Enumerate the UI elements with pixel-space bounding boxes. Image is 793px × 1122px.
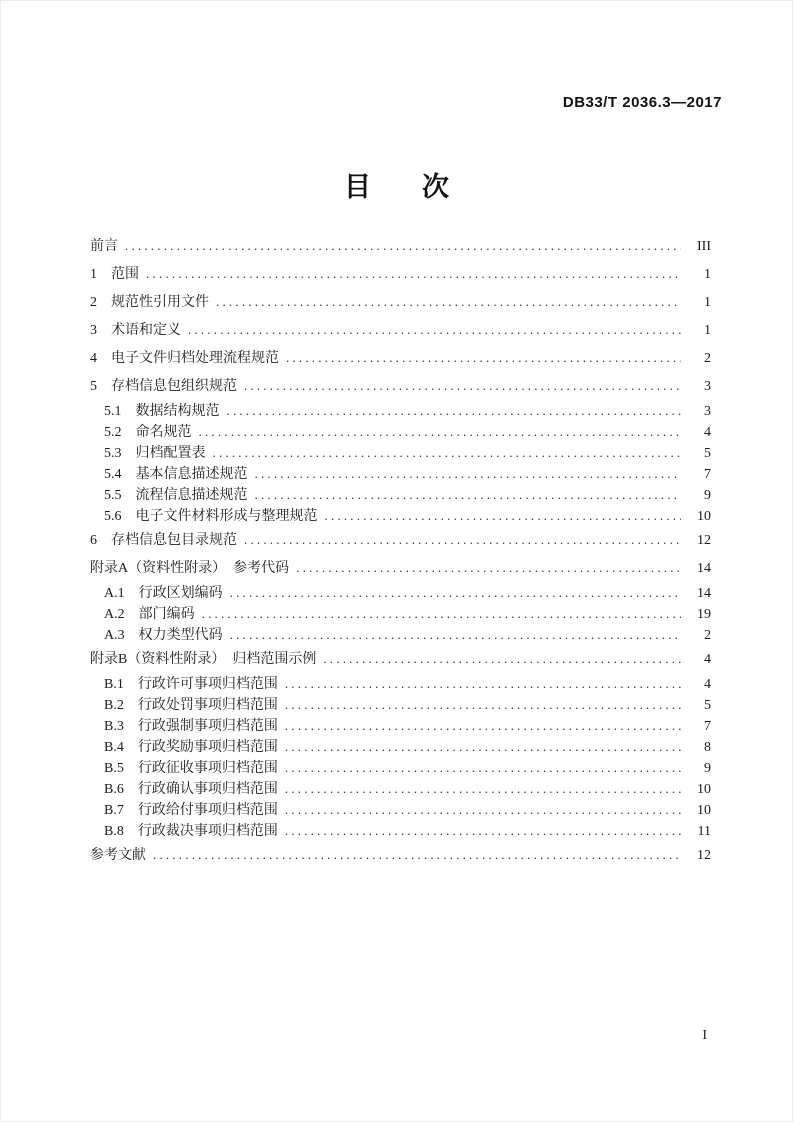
standard-number: DB33/T 2036.3—2017 — [562, 94, 722, 111]
toc-entry-title: 行政许可事项归档范围 — [137, 677, 278, 692]
toc-entry-number: 5.3 — [104, 446, 122, 461]
toc-entry-number: 6 — [90, 533, 97, 548]
toc-entry — [90, 820, 711, 841]
dot-leader — [125, 232, 681, 261]
dot-leader — [285, 694, 681, 716]
dot-leader — [188, 316, 681, 345]
dot-leader — [286, 344, 681, 373]
toc-entry — [90, 484, 711, 505]
toc-entry-page: 8 — [704, 740, 711, 755]
page-title: 目 次 — [344, 172, 461, 202]
toc-entry-number: B.8 — [104, 824, 124, 839]
dot-leader — [285, 799, 681, 821]
toc-entry-number: 3 — [90, 323, 97, 338]
dot-leader — [244, 526, 681, 555]
toc-entry-page: 14 — [697, 586, 711, 601]
toc-entry — [90, 603, 711, 624]
toc-entry-title: 行政奖励事项归档范围 — [137, 740, 278, 755]
toc-entry-number: B.1 — [104, 677, 124, 692]
dot-leader — [216, 288, 681, 317]
dot-leader — [227, 400, 682, 422]
toc-entry — [90, 505, 711, 526]
toc-entry-page: 4 — [704, 652, 711, 667]
toc-entry-page: III — [697, 239, 711, 254]
toc-entry-title: 存档信息包目录规范 — [111, 533, 237, 548]
toc-entry-page: 1 — [704, 267, 711, 282]
toc-entry — [90, 316, 711, 344]
toc-entry — [90, 645, 711, 673]
toc-entry-number: 4 — [90, 351, 97, 366]
toc-entry-number: B.5 — [104, 761, 124, 776]
toc-entry-title: 行政裁决事项归档范围 — [137, 824, 278, 839]
dot-leader — [323, 645, 681, 674]
toc-entry-number: A.1 — [104, 586, 125, 601]
toc-entry-title: 范围 — [111, 267, 139, 282]
toc-entry-title: 权力类型代码 — [138, 628, 223, 643]
toc-entry-title: 电子文件材料形成与整理规范 — [135, 509, 318, 524]
toc-entry-number: 5 — [90, 379, 97, 394]
table-of-contents — [90, 232, 711, 869]
toc-entry-title: 行政区划编码 — [138, 586, 223, 601]
toc-entry — [90, 288, 711, 316]
toc-entry-title: 存档信息包组织规范 — [111, 379, 237, 394]
toc-entry — [90, 400, 711, 421]
dot-leader — [230, 582, 681, 604]
dot-leader — [325, 505, 682, 527]
toc-entry — [90, 736, 711, 757]
toc-entry — [90, 673, 711, 694]
dot-leader — [146, 260, 681, 289]
toc-entry-title: 附录B（资料性附录） 归档范围示例 — [90, 652, 317, 667]
toc-entry-title: 电子文件归档处理流程规范 — [111, 351, 279, 366]
toc-entry-page: 1 — [704, 323, 711, 338]
toc-entry-number: A.2 — [104, 607, 125, 622]
toc-entry — [90, 232, 711, 260]
toc-entry-number: B.6 — [104, 782, 124, 797]
toc-entry — [90, 344, 711, 372]
toc-entry — [90, 799, 711, 820]
toc-entry-title: 归档配置表 — [135, 446, 206, 461]
toc-entry-title: 规范性引用文件 — [111, 295, 209, 310]
toc-entry-number: 2 — [90, 295, 97, 310]
toc-entry — [90, 841, 711, 869]
toc-entry-page: 9 — [704, 488, 711, 503]
toc-entry-title: 数据结构规范 — [135, 404, 220, 419]
toc-entry-page: 7 — [704, 467, 711, 482]
toc-entry-title: 命名规范 — [135, 425, 192, 440]
toc-entry-number: 1 — [90, 267, 97, 282]
toc-entry-page: 2 — [704, 628, 711, 643]
dot-leader — [285, 778, 681, 800]
toc-entry-number: B.7 — [104, 803, 124, 818]
toc-entry — [90, 554, 711, 582]
toc-entry-title: 行政征收事项归档范围 — [137, 761, 278, 776]
toc-entry — [90, 582, 711, 603]
dot-leader — [213, 442, 682, 464]
dot-leader — [285, 736, 681, 758]
toc-entry-title: 术语和定义 — [111, 323, 181, 338]
toc-entry-page: 3 — [704, 379, 711, 394]
toc-entry-page: 4 — [704, 677, 711, 692]
toc-entry — [90, 463, 711, 484]
toc-entry-page: 7 — [704, 719, 711, 734]
toc-entry-number: B.2 — [104, 698, 124, 713]
dot-leader — [255, 463, 682, 485]
toc-entry-title: 前言 — [90, 239, 118, 254]
toc-entry-number: A.3 — [104, 628, 125, 643]
toc-entry-title: 流程信息描述规范 — [135, 488, 248, 503]
dot-leader — [230, 624, 681, 646]
toc-entry-page: 14 — [697, 561, 711, 576]
toc-entry-title: 行政确认事项归档范围 — [137, 782, 278, 797]
toc-entry-number: B.4 — [104, 740, 124, 755]
toc-entry-title: 基本信息描述规范 — [135, 467, 248, 482]
toc-entry-page: 5 — [704, 698, 711, 713]
dot-leader — [202, 603, 681, 625]
toc-entry — [90, 624, 711, 645]
toc-entry — [90, 421, 711, 442]
toc-entry — [90, 526, 711, 554]
toc-entry — [90, 694, 711, 715]
dot-leader — [153, 841, 681, 870]
toc-entry-page: 12 — [697, 533, 711, 548]
toc-entry-number: 5.2 — [104, 425, 122, 440]
dot-leader — [244, 372, 681, 401]
toc-entry-page: 3 — [704, 404, 711, 419]
toc-entry-number: 5.6 — [104, 509, 122, 524]
toc-entry-page: 12 — [697, 848, 711, 863]
dot-leader — [285, 757, 681, 779]
toc-entry-number: 5.1 — [104, 404, 122, 419]
toc-entry-title: 行政强制事项归档范围 — [137, 719, 278, 734]
toc-entry-page: 9 — [704, 761, 711, 776]
dot-leader — [285, 673, 681, 695]
toc-entry-title: 附录A（资料性附录） 参考代码 — [90, 561, 290, 576]
toc-entry — [90, 260, 711, 288]
toc-entry — [90, 757, 711, 778]
toc-entry-page: 10 — [697, 509, 711, 524]
toc-entry-title: 参考文献 — [90, 848, 146, 863]
dot-leader — [255, 484, 682, 506]
toc-entry — [90, 442, 711, 463]
toc-entry-page: 19 — [697, 607, 711, 622]
toc-entry-title: 行政给付事项归档范围 — [137, 803, 278, 818]
toc-entry-number: 5.5 — [104, 488, 122, 503]
toc-entry-page: 10 — [697, 803, 711, 818]
toc-entry-page: 5 — [704, 446, 711, 461]
toc-entry-page: 10 — [697, 782, 711, 797]
toc-entry-title: 部门编码 — [138, 607, 195, 622]
dot-leader — [285, 820, 681, 842]
dot-leader — [285, 715, 681, 737]
toc-entry-page: 1 — [704, 295, 711, 310]
toc-entry-title: 行政处罚事项归档范围 — [137, 698, 278, 713]
toc-entry-page: 4 — [704, 425, 711, 440]
dot-leader — [199, 421, 682, 443]
toc-entry — [90, 715, 711, 736]
toc-entry — [90, 778, 711, 799]
toc-entry — [90, 372, 711, 400]
toc-entry-number: B.3 — [104, 719, 124, 734]
page-number: I — [702, 1028, 707, 1043]
dot-leader — [296, 554, 681, 583]
toc-entry-page: 2 — [704, 351, 711, 366]
toc-entry-number: 5.4 — [104, 467, 122, 482]
toc-entry-page: 11 — [697, 824, 711, 839]
